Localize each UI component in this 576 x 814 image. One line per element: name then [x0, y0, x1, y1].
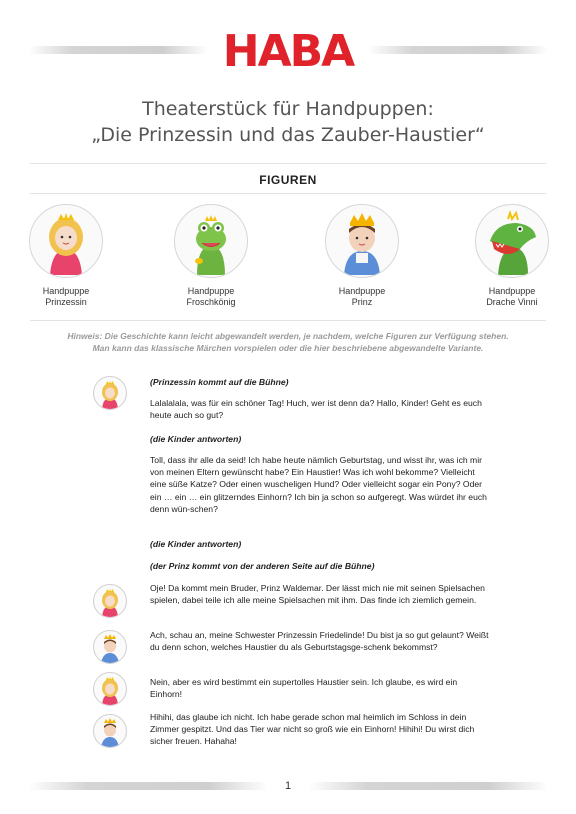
dialogue-block — [150, 454, 490, 515]
prince-avatar-icon — [93, 714, 127, 748]
divider-bottom — [30, 320, 546, 321]
dialogue-text: Hihihi, das glaube ich nicht. Ich habe gerade schon mal heimlich im Schloss in dein Zimmer gespitzt. Und das Tier war nicht so groß wie ein Einhorn! Hihihi! Du wirst dich sicher freuen. Hahaha! — [150, 712, 475, 747]
header-brush-left — [28, 46, 208, 54]
figure-label-line1: Handpuppe — [187, 286, 235, 296]
prince-avatar-icon — [93, 630, 127, 664]
dialogue-block — [150, 397, 490, 421]
figure-princess — [6, 204, 126, 308]
stage-direction — [150, 560, 490, 572]
stage-direction — [150, 433, 490, 445]
figure-label-line2: Prinz — [351, 297, 373, 307]
dialogue-text: Toll, dass ihr alle da seid! Ich habe heute nämlich Geburtstag, und wisst ihr, was ich mir von meinen Eltern gewünscht habe? Ein Haustier! Was ich wohl bekomme? Vielleicht eine süße Katze? Oder einen wuscheligen Hund? Oder vielleicht sogar ein Pony? Oder ein … ein … ein glitzerndes Einhorn? Ich bin ja schon so aufgeregt. Was würdet ihr euch denn wün-schen? — [150, 455, 487, 514]
figure-label-frog-king — [151, 286, 271, 308]
page-title — [0, 96, 576, 148]
dialogue-text: Oje! Da kommt mein Bruder, Prinz Waldemar. Der lässt mich nie mit seinen Spielsachen spielen, dabei teile ich alle meine Spielsachen mit ihm. Das finde ich ziemlich gemein. — [150, 583, 485, 606]
header-brush-right — [368, 46, 548, 54]
page-number: 1 — [284, 780, 292, 792]
haba-logo — [222, 26, 354, 78]
figure-label-line2: Drache Vinni — [486, 297, 538, 307]
stage-direction-text: (die Kinder antworten) — [150, 434, 242, 444]
dialogue-block — [150, 711, 490, 748]
figure-label-prince — [302, 286, 422, 308]
figure-label-dragon — [452, 286, 572, 308]
princess-puppet-icon — [29, 204, 103, 278]
stage-direction-text: (Prinzessin kommt auf die Bühne) — [150, 377, 289, 387]
figure-label-line1: Handpuppe — [42, 286, 90, 296]
dialogue-block — [150, 629, 490, 653]
hint-line-2: Man kann das klassische Märchen vorspielen oder die hier beschriebene abgewandelte Variante. — [92, 343, 484, 353]
figure-label-line2: Froschkönig — [186, 297, 236, 307]
figure-label-princess — [6, 286, 126, 308]
figure-label-line1: Handpuppe — [488, 286, 536, 296]
stage-direction — [150, 376, 490, 388]
divider-top — [30, 163, 546, 164]
dragon-puppet-icon — [475, 204, 549, 278]
figure-label-line1: Handpuppe — [338, 286, 386, 296]
dialogue-text: Ach, schau an, meine Schwester Prinzessin Friedelinde! Du bist ja so gut gelaunt? Weißt du denn schon, welches Haustier du als Geburtstagsge-schenk bekommst? — [150, 630, 489, 653]
stage-direction — [150, 538, 490, 550]
logo-text: HABA — [222, 26, 354, 77]
dialogue-block — [150, 582, 490, 606]
princess-avatar-icon — [93, 584, 127, 618]
princess-avatar-icon — [93, 376, 127, 410]
dialogue-text: Lalalalala, was für ein schöner Tag! Huch, wer ist denn da? Hallo, Kinder! Geht es euch heute auch so gut? — [150, 398, 482, 421]
hint-text — [30, 330, 546, 354]
title-line-2: „Die Prinzessin und das Zauber-Haustier“ — [91, 124, 485, 146]
dialogue-text: Nein, aber es wird bestimmt ein supertolles Haustier sein. Ich glaube, es wird ein Einhorn! — [150, 677, 458, 700]
figure-prince — [302, 204, 422, 308]
figure-frog-king — [151, 204, 271, 308]
title-line-1: Theaterstück für Handpuppen: — [142, 98, 434, 120]
figures-heading: FIGUREN — [259, 173, 317, 187]
frog-king-puppet-icon — [174, 204, 248, 278]
stage-direction-text: (die Kinder antworten) — [150, 539, 242, 549]
dialogue-block — [150, 676, 490, 700]
stage-direction-text: (der Prinz kommt von der anderen Seite auf die Bühne) — [150, 561, 375, 571]
divider-figures — [30, 193, 546, 194]
hint-line-1: Hinweis: Die Geschichte kann leicht abgewandelt werden, je nachdem, welche Figuren zur Verfügung stehen. — [67, 331, 509, 341]
prince-puppet-icon — [325, 204, 399, 278]
figure-dragon — [452, 204, 572, 308]
figure-label-line2: Prinzessin — [45, 297, 87, 307]
princess-avatar-icon — [93, 672, 127, 706]
